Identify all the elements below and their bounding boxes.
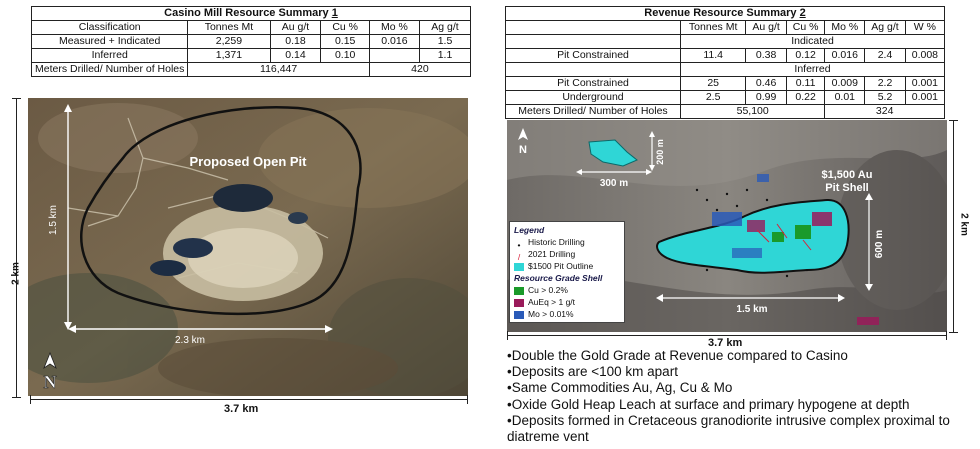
list-item: •Same Commodities Au, Ag, Cu & Mo — [507, 380, 733, 396]
svg-text:N: N — [43, 372, 57, 392]
key-points-list — [507, 348, 969, 445]
left-bottom-dim-line — [30, 399, 468, 400]
header-cell: Ag g/t — [865, 21, 906, 35]
table-cell: 0.15 — [321, 35, 369, 49]
svg-text:N: N — [519, 144, 527, 156]
left-bottom-dim-label: 3.7 km — [224, 403, 259, 415]
legend-item-2021: / 2021 Drilling — [517, 249, 576, 262]
table-cell: 0.38 — [746, 49, 787, 63]
table-cell: 11.4 — [681, 49, 746, 63]
table-cell: 5.2 — [865, 91, 906, 105]
table-footer-row — [32, 63, 471, 77]
header-cell: Mo % — [369, 21, 419, 35]
casino-resource-table — [31, 6, 471, 77]
header-cell: Au g/t — [270, 21, 321, 35]
header-cell: Classification — [32, 21, 188, 35]
header-cell: Cu % — [321, 21, 369, 35]
list-item: •Deposits are <100 km apart — [507, 364, 678, 380]
footer-meters: 55,100 — [681, 105, 825, 119]
table-header-row — [506, 21, 945, 35]
section-row-indicated — [506, 35, 945, 49]
table-cell: 0.22 — [786, 91, 825, 105]
casino-map-graphic — [28, 98, 468, 396]
casino-table-title: Casino Mill Resource Summary 1 — [32, 7, 471, 21]
legend-item-historic: • Historic Drilling — [517, 237, 585, 250]
map-legend — [509, 221, 625, 323]
revenue-table-title: Revenue Resource Summary 2 — [506, 7, 945, 21]
table-cell: 0.016 — [825, 49, 865, 63]
footer-label: Meters Drilled/ Number of Holes — [32, 63, 188, 77]
shell-label-line1: $1,500 Au — [821, 169, 873, 181]
legend-shell-title: Resource Grade Shell — [514, 273, 603, 283]
header-cell: Ag g/t — [419, 21, 470, 35]
table-cell: 0.009 — [825, 77, 865, 91]
header-cell: Tonnes Mt — [188, 21, 270, 35]
table-cell: Underground — [506, 91, 681, 105]
right-bottom-dim-label: 3.7 km — [708, 337, 743, 349]
width-label: 2.3 km — [174, 335, 206, 346]
section-label: Indicated — [681, 35, 945, 49]
table-cell: 1.5 — [419, 35, 470, 49]
table-cell: 0.18 — [270, 35, 321, 49]
right-bottom-dim-line — [507, 335, 947, 336]
revenue-resource-table — [505, 6, 945, 119]
header-cell: Au g/t — [746, 21, 787, 35]
list-item: •Deposits formed in Cretaceous granodiorite intrusive complex proximal to — [507, 412, 950, 428]
table-cell: 0.008 — [905, 49, 944, 63]
header-cell: Tonnes Mt — [681, 21, 746, 35]
table-cell: 0.12 — [786, 49, 825, 63]
scale-200-label: 200 m — [655, 139, 665, 165]
footer-holes: 420 — [369, 63, 470, 77]
footer-holes: 324 — [825, 105, 945, 119]
height-label: 1.5 km — [48, 204, 59, 236]
header-cell: Cu % — [786, 21, 825, 35]
section-row-inferred — [506, 63, 945, 77]
table-cell: 2,259 — [188, 35, 270, 49]
table-cell: Pit Constrained — [506, 49, 681, 63]
table-cell — [369, 49, 419, 63]
table-cell: 2.4 — [865, 49, 906, 63]
left-vertical-dim-line — [16, 98, 17, 398]
table-cell: 2.2 — [865, 77, 906, 91]
legend-item-mo: Mo > 0.01% — [514, 308, 620, 320]
section-label: Inferred — [681, 63, 945, 77]
table-row — [32, 35, 471, 49]
table-cell: 0.016 — [369, 35, 419, 49]
scale-300-label: 300 m — [599, 178, 629, 189]
table-row — [506, 91, 945, 105]
table-cell: 0.46 — [746, 77, 787, 91]
table-row — [506, 77, 945, 91]
legend-item-pit-outline: $1500 Pit Outline — [514, 260, 620, 272]
table-cell: Inferred — [32, 49, 188, 63]
revenue-satellite-map — [507, 120, 947, 332]
table-cell: Measured + Indicated — [32, 35, 188, 49]
legend-title: Legend — [514, 225, 545, 235]
list-item: •Double the Gold Grade at Revenue compared to Casino — [507, 348, 848, 363]
footer-meters: 116,447 — [188, 63, 369, 77]
table-cell: 2.5 — [681, 91, 746, 105]
table-cell: Pit Constrained — [506, 77, 681, 91]
header-cell: W % — [905, 21, 944, 35]
table-cell: 0.001 — [905, 77, 944, 91]
table-cell: 0.001 — [905, 91, 944, 105]
right-vertical-dim-line — [953, 120, 954, 333]
table-cell: 0.14 — [270, 49, 321, 63]
legend-item-cu: Cu > 0.2% — [514, 284, 620, 296]
header-cell: Mo % — [825, 21, 865, 35]
casino-satellite-map — [28, 98, 468, 396]
list-item: diatreme vent — [507, 429, 589, 445]
pit-label: Proposed Open Pit — [189, 154, 307, 169]
list-item: •Oxide Gold Heap Leach at surface and primary hypogene at depth — [507, 396, 910, 412]
table-footer-row — [506, 105, 945, 119]
table-cell: 0.99 — [746, 91, 787, 105]
table-cell: 1,371 — [188, 49, 270, 63]
height-600-label: 600 m — [874, 229, 885, 259]
table-cell: 0.11 — [786, 77, 825, 91]
table-cell: 1.1 — [419, 49, 470, 63]
table-row — [506, 49, 945, 63]
legend-item-aueq: AuEq > 1 g/t — [514, 296, 620, 308]
table-cell: 0.10 — [321, 49, 369, 63]
right-side-dim-label: 2 km — [958, 213, 970, 236]
footer-label: Meters Drilled/ Number of Holes — [506, 105, 681, 119]
table-cell: 25 — [681, 77, 746, 91]
table-cell: 0.01 — [825, 91, 865, 105]
header-cell — [506, 21, 681, 35]
table-header-row — [32, 21, 471, 35]
shell-label-line2: Pit Shell — [825, 182, 869, 194]
table-row — [32, 49, 471, 63]
left-side-dim-label: 2 km — [10, 262, 22, 285]
width-1-5-label: 1.5 km — [736, 304, 768, 315]
